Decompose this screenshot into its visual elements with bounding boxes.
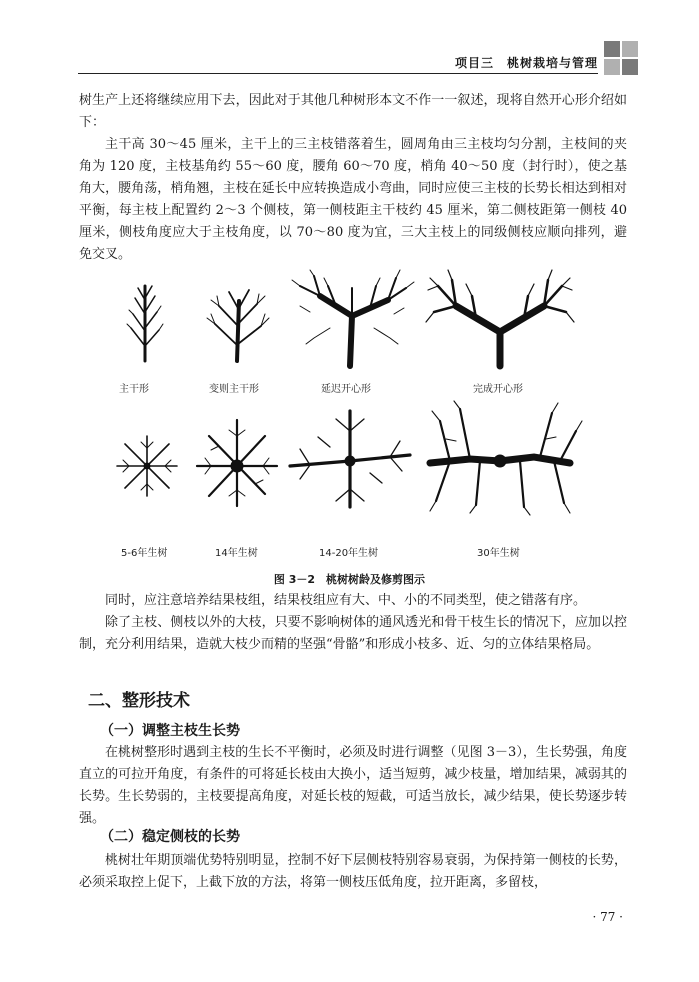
label-top-3: 延迟开心形 <box>321 384 371 395</box>
label-top-1: 主干形 <box>119 384 149 395</box>
subsection-2-paragraph: 桃树壮年期顶端优势特别明显，控制不好下层侧枝特别容易衰弱，为保持第一侧枝的长势，必须采取控上促下，上截下放的方法，将第一侧枝压低角度，拉开距离，多留枝， <box>79 853 627 890</box>
label-bottom-1: 5-6年生树 <box>121 548 168 559</box>
intro-paragraph-2: 主干高 30～45 厘米，主干上的三主枝错落着生，圆周角由三主枝均匀分割，主枝间的夹角为 120 度，主枝基角约 55～60 度，腰角 60～70 度，梢角 40～50 度（封行时），使之基角大，腰角荡，梢角翘，主枝在延长中应转换造成小弯曲，同时应使三主枝的长势长相达到相对平衡，每主枝上配置约 2～3 个侧枝，第一侧枝距主干枝约 45 厘米，第二侧枝距第一侧枝 40 厘米，侧枝角度应大于主枝角度，以 70～80 度为宜，三大主枝上的同级侧枝应顺向排列，避免交叉。 <box>79 137 627 262</box>
subsection-1-text <box>79 742 627 830</box>
label-bottom-3: 14-20年生树 <box>319 548 379 559</box>
intro-text <box>79 90 627 266</box>
label-top-4: 完成开心形 <box>473 384 523 395</box>
page-number: · 77 · <box>592 910 623 924</box>
after-figure-text <box>79 590 627 656</box>
label-bottom-2: 14年生树 <box>215 548 258 559</box>
after-figure-paragraph-2: 除了主枝、侧枝以外的大枝，只要不影响树体的通风透光和骨干枝生长的情况下，应加以控制，充分利用结果，造就大枝少而精的坚强“骨骼”和形成小枝多、近、匀的立体结果格局。 <box>79 615 627 652</box>
label-top-2: 变则主干形 <box>209 384 259 395</box>
intro-paragraph-1: 树生产上还将继续应用下去，因此对于其他几种树形本文不作一一叙述，现将自然开心形介绍如下： <box>79 93 627 130</box>
subsection-1-paragraph: 在桃树整形时遇到主枝的生长不平衡时，必须及时进行调整（见图 3－3），生长势强，角度直立的可拉开角度，有条件的可将延长枝由大换小，适当短剪，减少枝量，增加结果，减弱其的长势。生长势弱的，主枝要提高角度，对延长枝的短截，可适当放长，减少结果，使长势逐步转强。 <box>79 745 627 826</box>
tree-illustrations <box>105 266 585 566</box>
subsection-heading-2: （二）稳定侧枝的长势 <box>100 829 240 845</box>
subsection-2-text <box>79 850 627 894</box>
header-decoration-blocks <box>604 41 638 75</box>
header-title: 项目三 桃树栽培与管理 <box>454 56 598 70</box>
running-header <box>78 48 598 74</box>
after-figure-paragraph-1: 同时，应注意培养结果枝组，结果枝组应有大、中、小的不同类型，使之错落有序。 <box>105 593 587 608</box>
section-heading: 二、整形技术 <box>88 691 190 711</box>
tree-figure <box>105 266 585 566</box>
subsection-heading-1: （一）调整主枝生长势 <box>100 723 240 739</box>
label-bottom-4: 30年生树 <box>477 548 520 559</box>
figure-caption: 图 3－2 桃树树龄及修剪图示 <box>273 573 426 586</box>
header-rule <box>78 73 598 74</box>
